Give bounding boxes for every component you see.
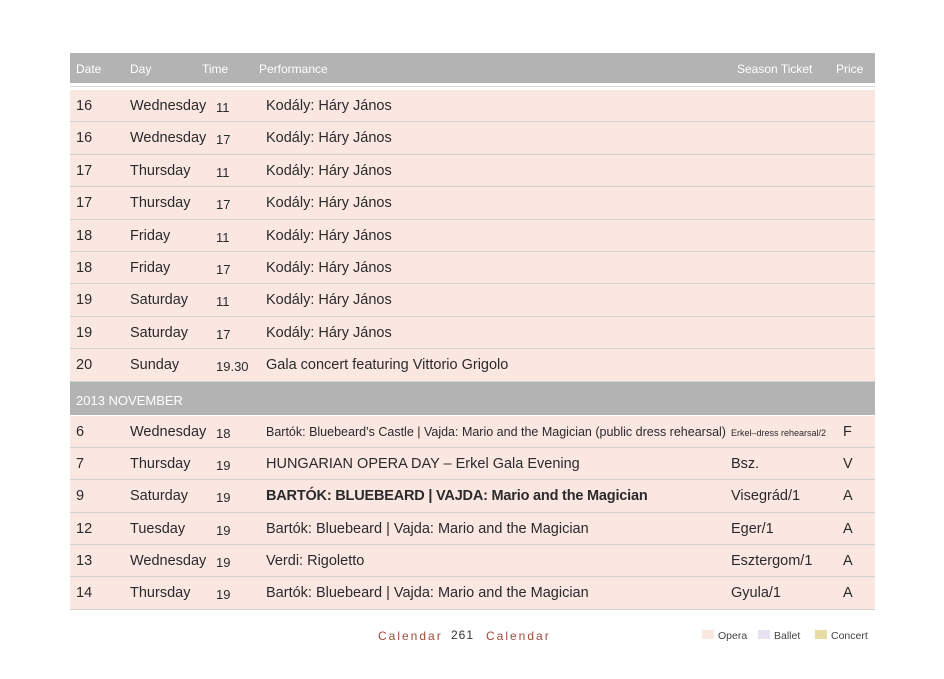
table-row xyxy=(70,122,875,154)
table-row xyxy=(70,480,875,512)
cell-performance: Kodály: Háry János xyxy=(266,130,392,147)
cell-performance: Bartók: Bluebeard | Vajda: Mario and the Magician xyxy=(266,520,589,537)
footer-right-label: Calendar xyxy=(486,629,551,643)
legend-ballet-label: Ballet xyxy=(774,630,801,642)
legend-concert-label: Concert xyxy=(831,630,868,642)
footer-left-label: Calendar xyxy=(378,629,443,643)
table-row xyxy=(70,90,875,122)
cell-price: A xyxy=(843,520,853,537)
cell-time: 19 xyxy=(216,555,231,571)
cell-day: Wednesday xyxy=(130,423,207,440)
table-row xyxy=(70,155,875,187)
cell-performance: Kodály: Háry János xyxy=(266,324,392,341)
cell-performance: Kodály: Háry János xyxy=(266,227,392,244)
table-row xyxy=(70,416,875,448)
cell-season-ticket: Erkel–dress rehearsal/2 xyxy=(731,427,827,438)
cell-date: 18 xyxy=(76,227,93,244)
table-row xyxy=(70,577,875,609)
cell-time: 11 xyxy=(216,229,230,245)
cell-date: 19 xyxy=(76,324,93,341)
table-row xyxy=(70,349,875,381)
month-section-header xyxy=(70,382,875,416)
cell-price: A xyxy=(843,553,853,570)
cell-date: 12 xyxy=(76,520,93,537)
cell-time: 11 xyxy=(216,100,230,115)
cell-price: A xyxy=(843,585,853,602)
cell-date: 6 xyxy=(76,423,85,440)
cell-date: 20 xyxy=(76,357,93,374)
cell-day: Tuesday xyxy=(130,520,186,537)
cell-day: Wednesday xyxy=(130,98,207,114)
cell-time: 17 xyxy=(216,326,231,342)
table-row xyxy=(70,187,875,219)
cell-day: Saturday xyxy=(130,488,189,505)
cell-day: Saturday xyxy=(130,292,189,309)
month-title: 2013 NOVEMBER xyxy=(76,392,183,408)
cell-time: 19 xyxy=(216,522,231,538)
header-divider xyxy=(70,84,875,87)
cell-day: Wednesday xyxy=(130,553,207,570)
cell-date: 17 xyxy=(76,195,93,212)
table-row xyxy=(70,545,875,577)
table-row xyxy=(70,284,875,316)
table-header xyxy=(70,53,875,84)
cell-day: Friday xyxy=(130,259,171,276)
legend-concert-swatch xyxy=(815,630,827,639)
calendar-table xyxy=(70,53,875,610)
cell-performance: Verdi: Rigoletto xyxy=(266,553,365,570)
cell-performance: Bartók: Bluebeard’s Castle | Vajda: Mario and the Magician (public dress rehearsal) xyxy=(266,424,726,439)
cell-performance: Bartók: Bluebeard | Vajda: Mario and the Magician xyxy=(266,585,589,602)
cell-price: A xyxy=(843,488,853,505)
cell-date: 7 xyxy=(76,455,85,472)
cell-time: 19 xyxy=(216,490,231,506)
cell-performance: HUNGARIAN OPERA DAY – Erkel Gala Evening xyxy=(266,455,580,472)
table-row xyxy=(70,252,875,284)
cell-season-ticket: Visegrád/1 xyxy=(731,488,801,505)
cell-time: 11 xyxy=(216,164,230,180)
cell-date: 13 xyxy=(76,553,93,570)
table-row xyxy=(70,448,875,480)
cell-date: 19 xyxy=(76,292,93,309)
header-price: Price xyxy=(836,62,864,76)
cell-date: 16 xyxy=(76,130,93,147)
cell-season-ticket: Gyula/1 xyxy=(731,585,781,602)
cell-day: Friday xyxy=(130,227,171,244)
cell-performance: Kodály: Háry János xyxy=(266,98,392,114)
cell-time: 17 xyxy=(216,132,231,148)
table-row xyxy=(70,513,875,545)
header-time: Time xyxy=(202,62,229,76)
cell-season-ticket: Eger/1 xyxy=(731,520,774,537)
page-number: 261 xyxy=(451,628,475,642)
legend-opera-swatch xyxy=(702,630,714,639)
header-performance: Performance xyxy=(259,62,328,76)
table-row xyxy=(70,220,875,252)
cell-season-ticket: Esztergom/1 xyxy=(731,553,813,570)
cell-price: F xyxy=(843,423,852,440)
cell-date: 18 xyxy=(76,259,93,276)
cell-day: Thursday xyxy=(130,585,191,602)
cell-date: 16 xyxy=(76,98,93,114)
header-date: Date xyxy=(76,62,102,76)
cell-performance: BARTÓK: BLUEBEARD | VAJDA: Mario and the Magician xyxy=(266,488,648,505)
header-day: Day xyxy=(130,62,152,76)
cell-day: Thursday xyxy=(130,455,191,472)
cell-day: Sunday xyxy=(130,357,180,374)
cell-time: 18 xyxy=(216,425,231,441)
cell-time: 19 xyxy=(216,457,231,473)
cell-day: Thursday xyxy=(130,195,191,212)
cell-day: Saturday xyxy=(130,324,189,341)
cell-date: 17 xyxy=(76,162,93,179)
legend-ballet-swatch xyxy=(758,630,770,639)
cell-date: 9 xyxy=(76,488,85,505)
cell-performance: Kodály: Háry János xyxy=(266,259,392,276)
cell-price: V xyxy=(843,455,853,472)
legend-opera-label: Opera xyxy=(718,630,748,642)
cell-time: 19.30 xyxy=(216,359,249,375)
cell-time: 11 xyxy=(216,294,230,310)
cell-day: Thursday xyxy=(130,162,191,179)
cell-season-ticket: Bsz. xyxy=(731,455,760,472)
cell-performance: Kodály: Háry János xyxy=(266,162,392,179)
cell-performance: Kodály: Háry János xyxy=(266,195,392,212)
cell-date: 14 xyxy=(76,585,93,602)
header-season-ticket: Season Ticket xyxy=(737,62,813,76)
cell-performance: Gala concert featuring Vittorio Grigolo xyxy=(266,357,509,374)
page-footer xyxy=(0,628,944,648)
cell-performance: Kodály: Háry János xyxy=(266,292,392,309)
cell-time: 17 xyxy=(216,261,231,277)
cell-time: 17 xyxy=(216,197,231,213)
cell-day: Wednesday xyxy=(130,130,207,147)
cell-time: 19 xyxy=(216,587,231,603)
table-row xyxy=(70,317,875,349)
